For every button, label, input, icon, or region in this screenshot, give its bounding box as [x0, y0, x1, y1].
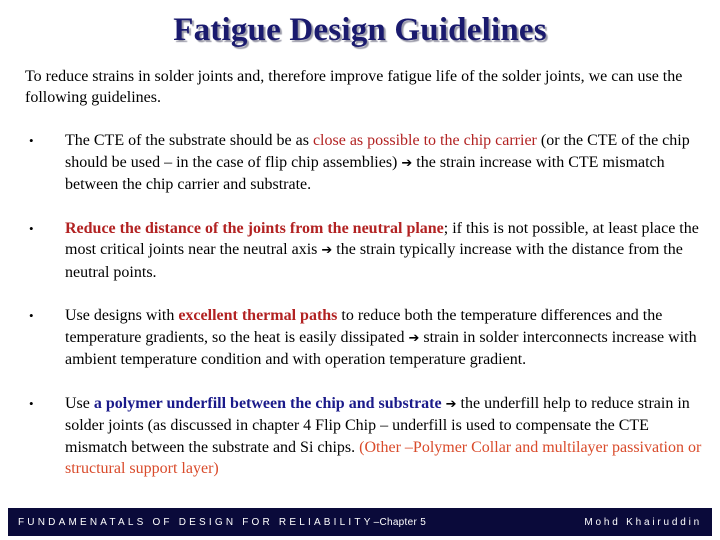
footer-chapter: –Chapter 5 — [373, 516, 427, 528]
arrow-icon: ➔ — [408, 330, 420, 346]
highlight-text: close as possible to the chip carrier — [312, 132, 537, 149]
highlight-text: Reduce the distance of the joints from the neutral plane — [65, 219, 444, 237]
footer-author: Mohd Khairuddin — [584, 516, 702, 528]
bullet-icon: • — [29, 308, 34, 323]
bullet-text: Use designs with excellent thermal paths to reduce both the temperature differences and the temperature gradients, so the heat is easily dissipated ➔ strain in solder interconnects increase with ambient temperature condition and with operation temperature gradient. — [65, 307, 697, 368]
bullet-text: The CTE of the substrate should be as close as possible to the chip carrier (or the CTE of the chip should be used – in the case of flip chip assemblies) ➔ the strain increase with CTE mismatch between the chip carrier and substrate. — [65, 132, 690, 193]
highlight-text: (Other –Polymer Collar and multilayer passivation or structural support layer) — [65, 438, 702, 477]
bullet-icon: • — [29, 220, 34, 236]
bullet-icon: • — [29, 395, 34, 411]
guideline-list — [25, 130, 705, 502]
slide-title: Fatigue Design Guidelines — [173, 12, 547, 48]
list-item — [25, 218, 705, 284]
list-item — [25, 393, 705, 480]
bullet-icon: • — [29, 133, 34, 148]
list-item — [25, 305, 705, 371]
bullet-text: Reduce the distance of the joints from the neutral plane; if this is not possible, at least place the most critical joints near the neutral axis ➔ the strain typically increase with the distance from the neutral points. — [65, 219, 699, 281]
intro-paragraph: To reduce strains in solder joints and, therefore improve fatigue life of the solder joints, we can use the following guidelines. — [25, 68, 683, 106]
footer-course-title: FUNDAMENATALS OF DESIGN FOR RELIABILITY–Chapter 5 — [18, 516, 427, 528]
highlight-text: a polymer underfill between the chip and substrate — [93, 394, 442, 412]
list-item — [25, 130, 705, 196]
arrow-icon: ➔ — [445, 396, 457, 412]
bullet-text: Use a polymer underfill between the chip and substrate ➔ the underfill help to reduce strain in solder joints (as discussed in chapter 4 Flip Chip – underfill is used to compensate the CTE mismatch between the substrate and Si chips. (Other –Polymer Collar and multilayer passivation or structural support layer) — [65, 394, 702, 477]
footer-bar — [8, 508, 712, 536]
arrow-icon: ➔ — [321, 243, 333, 258]
highlight-text: excellent thermal paths — [178, 307, 338, 324]
arrow-icon: ➔ — [401, 155, 413, 171]
